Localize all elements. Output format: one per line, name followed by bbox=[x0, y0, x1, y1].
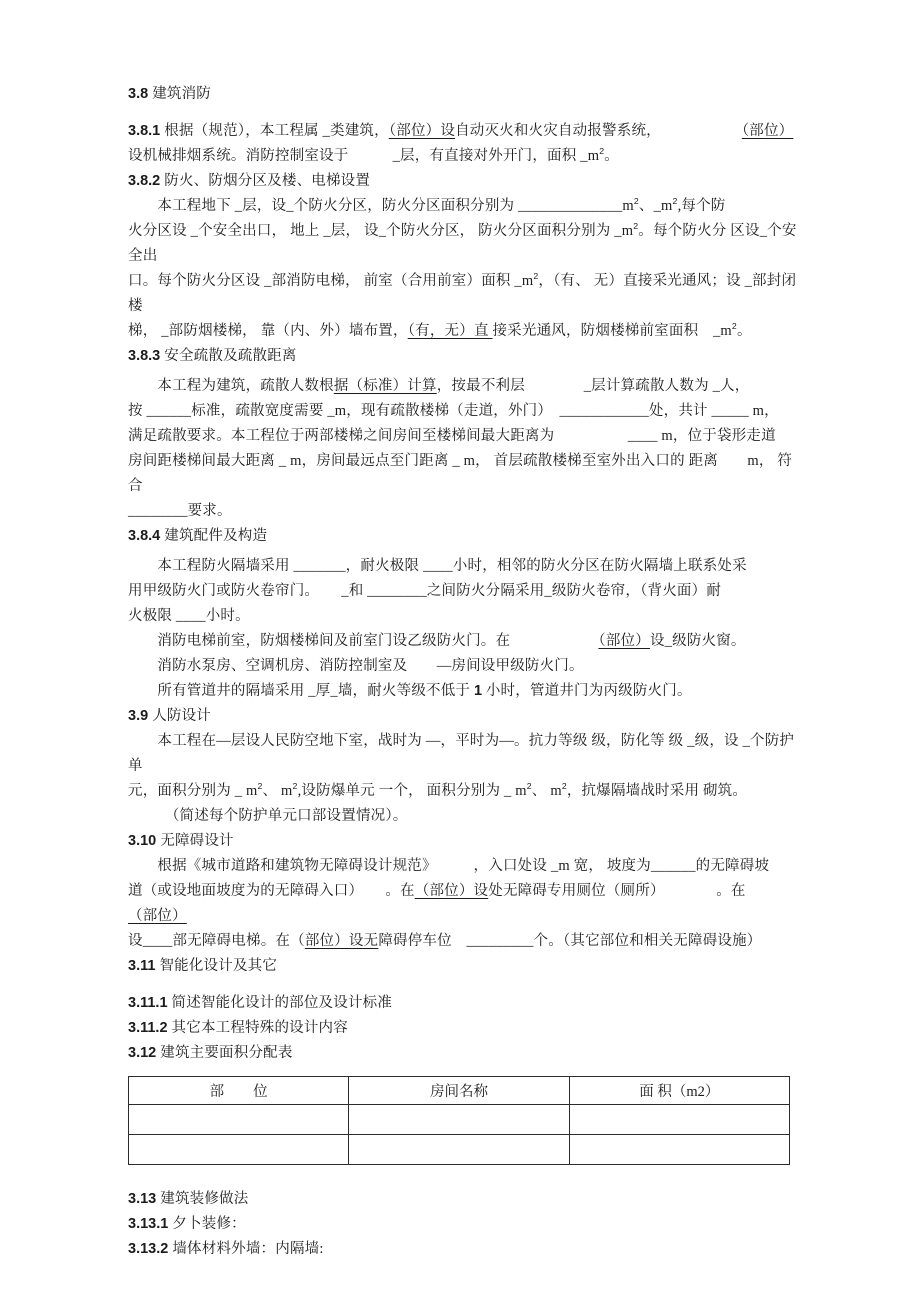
text-run: 1 bbox=[473, 683, 483, 699]
underlined-blank: 部位）设无 bbox=[304, 933, 379, 949]
area-allocation-table bbox=[128, 1076, 790, 1165]
para-3-8-4-line-5 bbox=[128, 654, 800, 679]
para-3-8-4-line-4 bbox=[128, 629, 800, 654]
text-run: 3.11.2 bbox=[128, 1020, 172, 1036]
underlined-blank: （有，无）直 bbox=[407, 323, 493, 339]
text-run: 建筑主要面积分配表 bbox=[160, 1045, 293, 1061]
text-run: 房间距楼梯间最大距离 _ m，房间最远点至门距离 _ m， 首层疏散楼梯至室外出入口的 距离 m， 符合 bbox=[128, 453, 793, 494]
section-3-8-2-heading bbox=[128, 169, 800, 194]
section-3-13-2-heading bbox=[128, 1237, 800, 1262]
text-run: 。 bbox=[604, 148, 619, 164]
text-run: 消防电梯前室，防烟楼梯间及前室门设乙级防火门。在 bbox=[128, 633, 599, 649]
text-run: 3.8.1 bbox=[128, 123, 165, 139]
text-run: 消防水泵房、空调机房、消防控制室及 —房间设甲级防火门。 bbox=[128, 658, 584, 674]
table-header-cell bbox=[349, 1077, 569, 1105]
underlined-blank: 据（标准）计算 bbox=[333, 378, 437, 394]
text-run: 无障碍设计 bbox=[160, 833, 234, 849]
text-run: 2 bbox=[672, 196, 678, 207]
text-run: 3.11.1 bbox=[128, 995, 172, 1011]
table-cell bbox=[569, 1105, 789, 1135]
text-run: 2 bbox=[599, 146, 605, 157]
text-run: ________要求。 bbox=[128, 503, 232, 519]
section-3-8-3-heading bbox=[128, 344, 800, 369]
para-3-8-4-line-2 bbox=[128, 579, 800, 604]
para-3-8-2-line-2 bbox=[128, 219, 800, 269]
text-run: 3.13.2 bbox=[128, 1241, 173, 1257]
para-3-8-2-line-4 bbox=[128, 319, 800, 344]
vertical-gap bbox=[128, 107, 800, 119]
para-3-8-3-line-5 bbox=[128, 499, 800, 524]
table-cell bbox=[129, 1135, 349, 1165]
text-run: 面 积（m bbox=[639, 1084, 698, 1100]
text-run: 。每个防火分 区设_个安全出 bbox=[128, 223, 797, 264]
text-run: 2 bbox=[292, 781, 298, 792]
table-header-cell bbox=[569, 1077, 789, 1105]
text-run: ,每个防 bbox=[677, 198, 726, 214]
text-run: 本工程防火隔墙采用 _______，耐火极限 ____小时，相邻的防火分区在防火隔墙上联系处采 bbox=[128, 558, 747, 574]
para-3-8-4-line-6 bbox=[128, 679, 800, 704]
text-run: 火分区设 _个安全出口， 地上 _层， 设_个防火分区， 防火分区面积分别为 _m bbox=[128, 223, 634, 239]
text-run: 梯， _部防烟楼梯， 靠（内、外）墙布置， bbox=[128, 323, 408, 339]
text-run: 安全疏散及疏散距离 bbox=[164, 348, 297, 364]
text-run: 2 bbox=[633, 196, 639, 207]
text-run: 满足疏散要求。本工程位于两部楼梯之间房间至楼梯间最大距离为 ____ m，位于袋形走道 bbox=[128, 428, 776, 444]
para-3-8-2-line-3 bbox=[128, 269, 800, 319]
text-run: 火极限 ____小时。 bbox=[128, 608, 250, 624]
text-run: 障碍停车位 _________个。（其它部位和相关无障碍设施） bbox=[378, 933, 762, 949]
text-run: 元，面积分别为 _ m bbox=[128, 783, 258, 799]
para-3-8-3-line-1 bbox=[128, 374, 800, 399]
text-run: 设____部无障碍电梯。在（ bbox=[128, 933, 305, 949]
text-run: 设机械排烟系统。消防控制室设于 _层，有直接对外开门，面积 _m bbox=[128, 148, 600, 164]
section-3-11-heading bbox=[128, 954, 800, 979]
text-run: 房间名称 bbox=[429, 1084, 488, 1100]
text-run: 2 bbox=[526, 781, 532, 792]
table-header-row bbox=[129, 1077, 790, 1105]
para-3-8-4-line-1 bbox=[128, 554, 800, 579]
section-3-10-heading bbox=[128, 829, 800, 854]
para-3-9-line-2 bbox=[128, 779, 800, 804]
text-run: 3.13 bbox=[128, 1191, 161, 1207]
vertical-gap bbox=[128, 979, 800, 991]
text-run: 设_级防火窗。 bbox=[649, 633, 746, 649]
para-3-9-line-1 bbox=[128, 729, 800, 779]
text-run: 本工程地下 _层，设_个防火分区，防火分区面积分别为 ______________m bbox=[128, 198, 634, 214]
para-3-8-2-line-1 bbox=[128, 194, 800, 219]
text-run: 所有管道井的隔墙采用 _厚_墙，耐火等级不低于 bbox=[128, 683, 474, 699]
text-run: ） bbox=[704, 1084, 720, 1100]
text-run: ，按最不利层 _层计算疏散人数为 _人， bbox=[436, 378, 750, 394]
section-3-8-heading bbox=[128, 82, 800, 107]
table-cell bbox=[349, 1135, 569, 1165]
text-run: 根据（规范），本工程属 _类建筑， bbox=[164, 123, 389, 139]
text-run: 口。每个防火分区设 _部消防电梯， 前室（合用前室）面积 _m bbox=[128, 273, 534, 289]
text-run: 2 bbox=[561, 781, 567, 792]
table-row bbox=[129, 1135, 790, 1165]
text-run: 处无障碍专用厕位（厕所） 。在 bbox=[488, 883, 746, 899]
table-cell bbox=[129, 1105, 349, 1135]
text-run: 建筑配件及构造 bbox=[164, 528, 268, 544]
section-3-8-4-heading bbox=[128, 524, 800, 549]
text-run: 简述智能化设计的部位及设计标准 bbox=[171, 995, 393, 1011]
text-run: 。 bbox=[736, 323, 752, 339]
para-3-8-3-line-4 bbox=[128, 449, 800, 499]
document-body bbox=[128, 82, 800, 1262]
text-run: 按 ______标准，疏散宽度需要 _m，现有疏散楼梯（走道，外门） ____________处，共计 _____ m， bbox=[128, 403, 779, 419]
underlined-blank: （部位）设 bbox=[414, 883, 489, 899]
text-run: 建筑消防 bbox=[152, 86, 211, 102]
text-run: ,设防爆单元 一个， 面积分别为 _ m bbox=[297, 783, 527, 799]
text-run: 用甲级防火门或防火卷帘门。 _和 ________之间防火分隔采用_级防火卷帘，（背火面）耐 bbox=[128, 583, 722, 599]
section-3-11-2-heading bbox=[128, 1016, 800, 1041]
text-run: 道（或设地面坡度为的无障碍入口） 。在 bbox=[128, 883, 415, 899]
para-3-8-1-line-2 bbox=[128, 144, 800, 169]
text-run: 、_m bbox=[638, 198, 673, 214]
section-3-11-1-heading bbox=[128, 991, 800, 1016]
text-run: 防火、防烟分区及楼、电梯设置 bbox=[164, 173, 371, 189]
section-3-13-1-heading bbox=[128, 1212, 800, 1237]
text-run: 3.12 bbox=[128, 1045, 161, 1061]
table-cell bbox=[569, 1135, 789, 1165]
text-run: 3.8 bbox=[128, 86, 153, 102]
text-run: 小时，管道井门为丙级防火门。 bbox=[482, 683, 692, 699]
text-run: 3.8.3 bbox=[128, 348, 165, 364]
para-3-8-3-line-2 bbox=[128, 399, 800, 424]
text-run: 自动灭火和火灾自动报警系统， bbox=[455, 123, 742, 139]
para-3-9-line-3 bbox=[128, 804, 800, 829]
section-3-12-heading bbox=[128, 1041, 800, 1066]
text-run: 3.8.4 bbox=[128, 528, 165, 544]
text-run: 墙体材料外墙：内隔墙: bbox=[172, 1241, 324, 1257]
text-run: 夕卜装修： bbox=[172, 1216, 246, 1232]
text-run: 部 位 bbox=[209, 1084, 268, 1100]
text-run: 根据《城市道路和建筑物无障碍设计规范》 ，入口处设 _m 宽， 坡度为______的无障碍坡 bbox=[128, 858, 770, 874]
underlined-blank: （部位）设 bbox=[388, 123, 456, 139]
para-3-8-1-line-1 bbox=[128, 119, 800, 144]
para-3-10-line-3 bbox=[128, 929, 800, 954]
table-cell bbox=[349, 1105, 569, 1135]
text-run: 2 bbox=[257, 781, 263, 792]
section-3-9-heading bbox=[128, 704, 800, 729]
text-run: 本工程为建筑，疏散人数根 bbox=[128, 378, 334, 394]
text-run: 接采光通风，防烟楼梯前室面积 _m bbox=[492, 323, 732, 339]
text-run: 3.9 bbox=[128, 708, 153, 724]
para-3-10-line-2 bbox=[128, 879, 800, 929]
text-run: 3.11 bbox=[128, 958, 160, 974]
table-row bbox=[129, 1105, 790, 1135]
text-run: 2 bbox=[731, 321, 737, 332]
text-run: 建筑装修做法 bbox=[160, 1191, 249, 1207]
text-run: 、 m bbox=[262, 783, 293, 799]
text-run: 2 bbox=[633, 221, 639, 232]
text-run: 本工程在—层设人民防空地下室，战时为 —，平时为—。抗力等级 级，防化等 级 _级，设 _个防护单 bbox=[128, 733, 795, 774]
table-header-cell bbox=[129, 1077, 349, 1105]
para-3-10-line-1 bbox=[128, 854, 800, 879]
text-run: 智能化设计及其它 bbox=[159, 958, 278, 974]
text-run: ，抗爆隔墙战时采用 砌筑。 bbox=[566, 783, 748, 799]
text-run: （简述每个防护单元口部设置情况）。 bbox=[128, 808, 408, 824]
para-3-8-3-line-3 bbox=[128, 424, 800, 449]
text-run: 2 bbox=[533, 271, 539, 282]
underlined-blank: （部位） bbox=[128, 908, 187, 924]
para-3-8-4-line-3 bbox=[128, 604, 800, 629]
text-run: 人防设计 bbox=[152, 708, 211, 724]
text-run: 3.8.2 bbox=[128, 173, 165, 189]
text-run: ，（有、 无）直接采光通风；设 _部封闭楼 bbox=[128, 273, 797, 314]
text-run: 3.13.1 bbox=[128, 1216, 173, 1232]
text-run: 其它本工程特殊的设计内容 bbox=[171, 1020, 348, 1036]
text-run: 3.10 bbox=[128, 833, 161, 849]
text-run: 2 bbox=[697, 1084, 705, 1100]
underlined-blank: （部位） bbox=[741, 123, 794, 139]
text-run: 、 m bbox=[531, 783, 562, 799]
underlined-blank: （部位） bbox=[598, 633, 650, 649]
section-3-13-heading bbox=[128, 1187, 800, 1212]
